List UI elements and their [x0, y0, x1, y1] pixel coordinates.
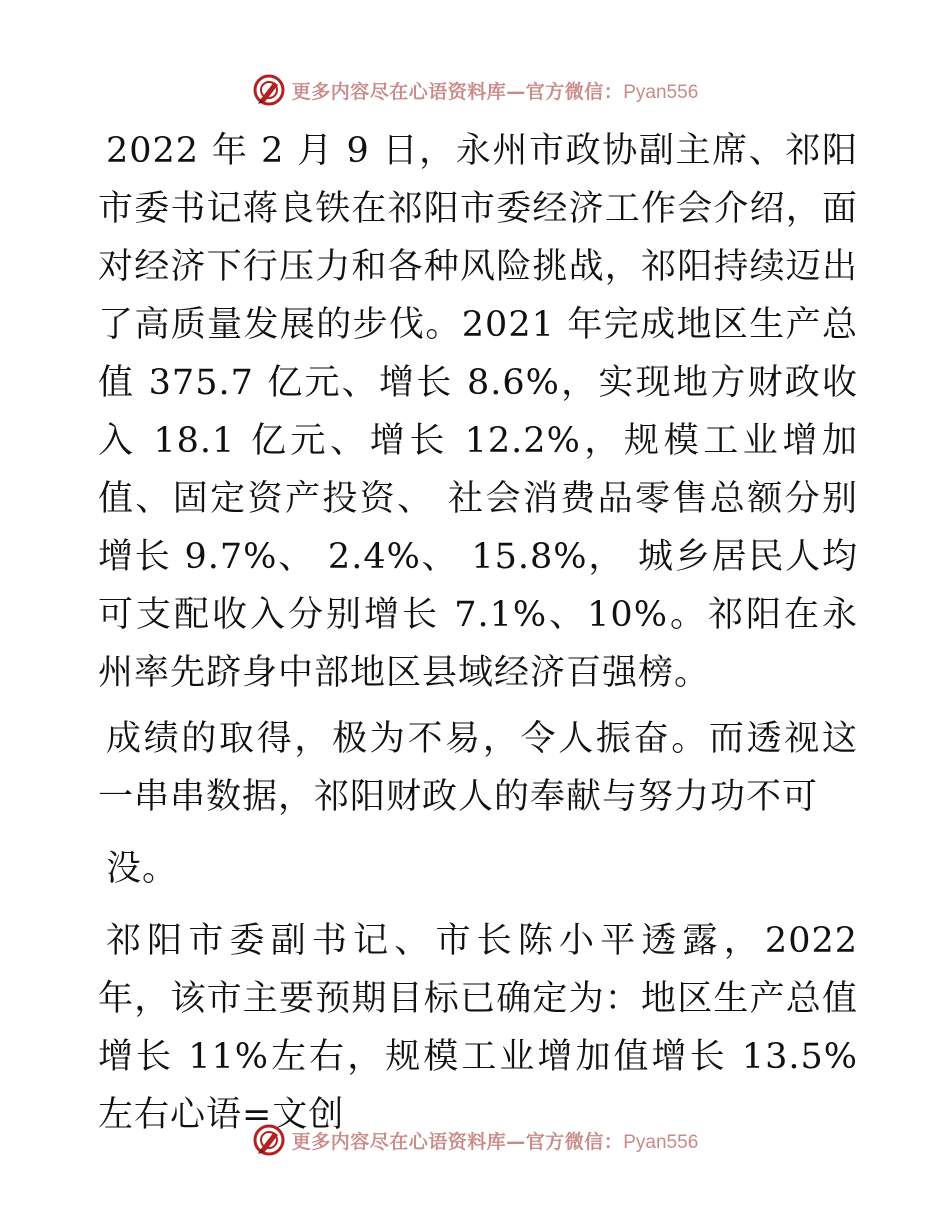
paragraph-3: 没。 [106, 849, 179, 889]
watermark-text: 更多内容尽在心语资料库—官方微信：Pyan556 [291, 80, 699, 103]
header-watermark-banner [0, 70, 950, 110]
document-body [98, 122, 858, 1144]
paragraph-4: 祁阳市委副书记、市长陈小平透露，2022 年，该市主要预期目标已确定为：地区生产总值增长 11%左右，规模工业增加值增长 13.5%左右心语=文创 [98, 921, 858, 1135]
pen-logo-icon [252, 1123, 286, 1157]
paragraph-2: 成绩的取得，极为不易，令人振奋。而透视这一串串数据，祁阳财政人的奉献与努力功不可 [98, 719, 858, 817]
paragraph-1: 2022 年 2 月 9 日，永州市政协副主席、祁阳市委书记蒋良铁在祁阳市委经济工作会介绍，面对经济下行压力和各种风险挑战，祁阳持续迈出了高质量发展的步伐。2021 年完成地区生产总值 375.7 亿元、增长 8.6%，实现地方财政收入 18.1 亿元、增长 12.2%，规模工业增加值、固定资产投资、 社会消费品零售总额分别增长 9.7%、 2.4%、 15.8%， 城乡居民人均可支配收入分别增长 7.1%、10%。祁阳在永州率先跻身中部地区县域经济百强榜。 [98, 131, 858, 693]
watermark-text: 更多内容尽在心语资料库—官方微信：Pyan556 [291, 1130, 699, 1153]
pen-logo-icon [252, 73, 286, 107]
footer-watermark-banner [0, 1120, 950, 1160]
